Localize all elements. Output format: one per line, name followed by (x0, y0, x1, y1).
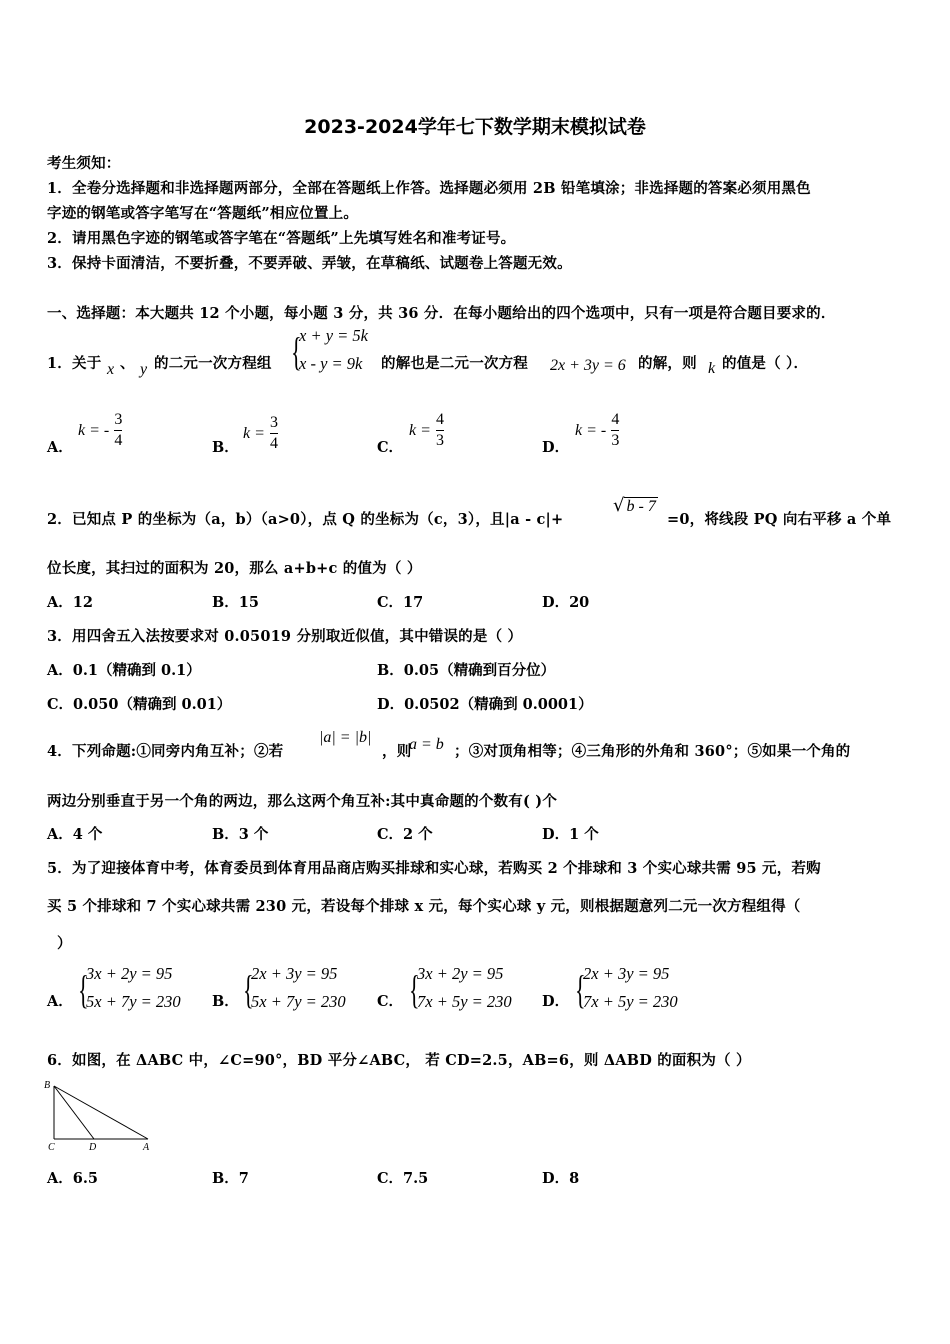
q6-label-b: B (44, 1080, 51, 1091)
q1-option-d (575, 410, 619, 451)
q5-line-1: 5．为了迎接体育中考，体育委员到体育用品商店购买排球和实心球，若购买 2 个排球和 3 个实心球共需 95 元，若购 (47, 860, 821, 877)
q1-option-d-num: 4 (611, 411, 620, 428)
q1-mid2: 的解也是二元一次方程 (381, 355, 528, 372)
q1-var-x: x (107, 361, 115, 378)
q6-option-c: C．7.5 (377, 1170, 429, 1187)
q1-var-k: k (708, 360, 716, 377)
q1-option-b-lhs: k = (243, 425, 265, 442)
q1-option-a-lhs: k = - (78, 422, 110, 439)
q1-mid3: 的解，则 (638, 355, 697, 372)
q1-option-a-den: 4 (114, 432, 123, 449)
q5-option-d-system: { 2x + 3y = 95 7x + 5y = 230 (575, 964, 678, 1012)
q6-side-ba (54, 1086, 148, 1139)
q1-mid: 的二元一次方程组 (154, 355, 272, 372)
q6-label-c: C (48, 1142, 55, 1153)
notice-line-1a: 1．全卷分选择题和非选择题两部分，全部在答题纸上作答。选择题必须用 2B 铅笔填涂；非选择题的答案必须用黑色 (47, 180, 811, 197)
q5-option-c-eq1: 3x + 2y = 95 (417, 964, 504, 983)
q1-prefix: 1．关于 (47, 355, 102, 372)
q2-line-1a: 2．已知点 P 的坐标为（a，b）（a>0），点 Q 的坐标为（c，3），且|a - c|+ (47, 511, 564, 528)
q2-sqrt: √ b - 7 (613, 495, 656, 516)
q4-option-d: D．1 个 (542, 826, 599, 843)
q1-var-y: y (140, 361, 148, 378)
q5-option-a-system: { 3x + 2y = 95 5x + 7y = 230 (78, 964, 181, 1012)
q5-option-d-eq2: 7x + 5y = 230 (583, 992, 678, 1011)
q6-label-a: A (143, 1142, 150, 1153)
q2-line-2: 位长度，其扫过的面积为 20，那么 a+b+c 的值为（ ） (47, 560, 422, 577)
q5-option-b-system: { 2x + 3y = 95 5x + 7y = 230 (243, 964, 346, 1012)
q6-triangle-figure (40, 1076, 160, 1156)
q1-option-d-den: 3 (611, 432, 620, 449)
q1-option-a-label: A． (47, 439, 73, 456)
q5-option-c-eq2: 7x + 5y = 230 (417, 992, 512, 1011)
q3-text: 3．用四舍五入法按要求对 0.05019 分别取近似值，其中错误的是（ ） (47, 628, 523, 645)
q1-eq2: x - y = 9k (299, 354, 363, 373)
page-title: 2023-2024学年七下数学期末模拟试卷 (304, 116, 646, 138)
q4-line-2: 两边分别垂直于另一个角的两边，那么这两个角互补:其中真命题的个数有( )个 (47, 793, 558, 810)
q4-eq: a = b (409, 736, 444, 753)
q1-option-a (78, 410, 122, 451)
q1-option-b-num: 3 (270, 414, 278, 431)
q5-option-d-eq1: 2x + 3y = 95 (583, 964, 670, 983)
q4-line-1c: ；③对顶角相等；④三角形的外角和 360°；⑤如果一个角的 (454, 743, 851, 760)
q5-option-a-eq2: 5x + 7y = 230 (86, 992, 181, 1011)
q5-line-2: 买 5 个排球和 7 个实心球共需 230 元，若设每个排球 x 元，每个实心球 y 元，则根据题意列二元一次方程组得（ (47, 898, 801, 915)
q4-option-b: B．3 个 (212, 826, 269, 843)
q6-option-d: D．8 (542, 1170, 580, 1187)
q1-option-c-den: 3 (436, 432, 444, 449)
notice-heading: 考生须知： (47, 155, 121, 172)
q2-option-b: B．15 (212, 594, 259, 611)
q3-option-a: A．0.1（精确到 0.1） (47, 662, 201, 679)
q1-option-c-lhs: k = (409, 422, 431, 439)
q2-option-c: C．17 (377, 594, 424, 611)
q5-option-b-label: B． (212, 993, 239, 1010)
q1-option-c-num: 4 (436, 411, 444, 428)
q1-option-b (243, 413, 278, 454)
q1-option-b-label: B． (212, 439, 239, 456)
q4-line-1a: 4．下列命题:①同旁内角互补；②若 (47, 743, 284, 760)
q1-option-c-label: C． (377, 439, 404, 456)
q6-label-d: D (89, 1142, 97, 1153)
q3-option-b: B．0.05（精确到百分位） (377, 662, 556, 679)
q3-option-d: D．0.0502（精确到 0.0001） (377, 696, 593, 713)
q1-option-d-lhs: k = - (575, 422, 607, 439)
q5-option-d-label: D． (542, 993, 570, 1010)
q1-option-b-den: 4 (270, 435, 278, 452)
q6-option-b: B．7 (212, 1170, 249, 1187)
q1-suffix: 的值是（ ）． (722, 355, 809, 372)
q4-option-c: C．2 个 (377, 826, 433, 843)
q2-option-d: D．20 (542, 594, 590, 611)
q6-segment-bd (54, 1086, 94, 1139)
q5-option-c-system: { 3x + 2y = 95 7x + 5y = 230 (409, 964, 512, 1012)
notice-line-1b: 字迹的钢笔或答字笔写在“答题纸”相应位置上。 (47, 205, 359, 222)
q5-line-3: ） (57, 935, 72, 952)
notice-line-3: 3．保持卡面清洁，不要折叠，不要弄破、弄皱，在草稿纸、试题卷上答题无效。 (47, 255, 572, 272)
q1-option-a-num: 3 (114, 411, 123, 428)
q5-option-c-label: C． (377, 993, 404, 1010)
q4-abs-expr: |a| = |b| (319, 729, 372, 746)
q1-option-d-label: D． (542, 439, 570, 456)
q5-option-a-label: A． (47, 993, 73, 1010)
q1-option-c (409, 410, 444, 451)
q1-sep: 、 (120, 355, 135, 372)
q1-equation-system: { x + y = 5k x - y = 9k (291, 326, 368, 374)
q2-line-1b: =0，将线段 PQ 向右平移 a 个单 (667, 511, 892, 528)
q4-option-a: A．4 个 (47, 826, 103, 843)
q6-option-a: A．6.5 (47, 1170, 98, 1187)
q5-option-b-eq1: 2x + 3y = 95 (251, 964, 338, 983)
q3-option-c: C．0.050（精确到 0.01） (47, 696, 232, 713)
q6-text: 6．如图，在 ΔABC 中，∠C=90°，BD 平分∠ABC， 若 CD=2.5，AB=6，则 ΔABD 的面积为（ ） (47, 1052, 751, 1069)
notice-line-2: 2．请用黑色字迹的钢笔或答字笔在“答题纸”上先填写姓名和准考证号。 (47, 230, 516, 247)
q4-line-1b: ，则 (382, 743, 412, 760)
q1-eq3: 2x + 3y = 6 (550, 357, 626, 374)
q1-eq1: x + y = 5k (299, 326, 368, 345)
section-heading: 一、选择题：本大题共 12 个小题，每小题 3 分，共 36 分．在每小题给出的四个选项中，只有一项是符合题目要求的． (47, 305, 836, 322)
q2-sqrt-content: b - 7 (626, 498, 656, 515)
q5-option-a-eq1: 3x + 2y = 95 (86, 964, 173, 983)
q5-option-b-eq2: 5x + 7y = 230 (251, 992, 346, 1011)
q2-option-a: A．12 (47, 594, 93, 611)
